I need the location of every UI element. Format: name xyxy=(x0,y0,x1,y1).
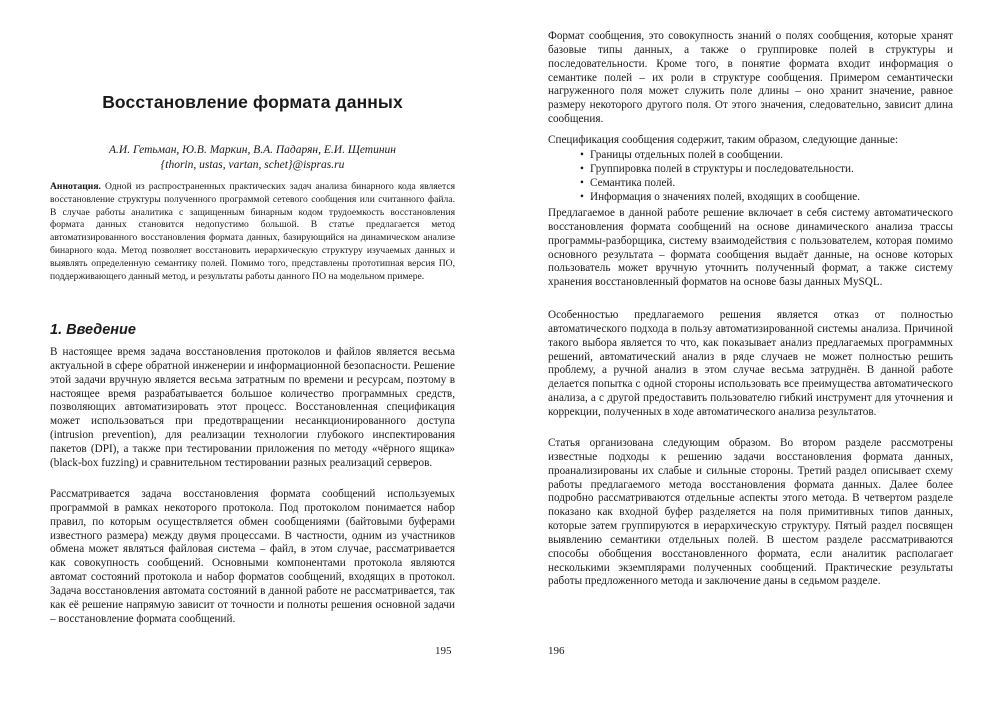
right-paragraph-1: Формат сообщения, это совокупность знаний о полях сообщения, которые хранят базовые типы данных, а также о группировке полей в структуры и последовательности. Кроме того, в понятие формата входит информация о семантике полей – их роли в структуре сообщения. Примером семантически нагруженного поля может служить поле длины – оно хранит значение, равное размеру некоторого другого поля. От этого значения, следовательно, зависит длина сообщения. xyxy=(548,30,953,126)
list-item xyxy=(580,177,950,191)
page-number-right: 196 xyxy=(548,645,565,657)
intro-paragraph-2: Рассматривается задача восстановления формата сообщений используемых программой в рамках некоторого протокола. Под протоколом понимается набор правил, по которым осуществляется обмен сообщениями (байтовыми буферами известного размера) между двумя процессами. В частности, одним из участников обмена может являться файловая система – файл, в этом случае, рассматривается как совокупность сообщений. Основными компонентами протокола являются автомат состояний протокола и набор форматов сообщений, входящих в протокол. Задача восстановления автомата состояний в данной работе не рассматривается, так как её решение напрямую зависит от точности и полноты решения основной задачи – восстановление формата сообщений. xyxy=(50,488,455,625)
bullet-text: Группировка полей в структуры и последовательности. xyxy=(590,162,854,175)
right-paragraph-4: Особенностью предлагаемого решения является отказ от полностью автоматического подхода в пользу автоматизированной системы анализа. Причиной такого выбора является то что, как показывает анализ предлагаемых программных решений, автоматический анализ в ряде случаев не может полностью решить проблему, а ручной анализ в этом случае весьма затруднён. В данной работе делается попытка с одной стороны использовать все преимущества автоматического анализа, а с другой предоставить пользователю гибкий инструмент для уточнения и коррекции, полученных в ходе автоматического анализа результатов. xyxy=(548,309,953,418)
bullet-icon: • xyxy=(580,149,584,161)
bullet-text: Границы отдельных полей в сообщении. xyxy=(590,149,784,161)
list-item xyxy=(580,191,950,205)
paper-title: Восстановление формата данных xyxy=(102,92,403,112)
abstract-label: Аннотация. xyxy=(50,181,101,192)
abstract-text: Одной из распространенных практических задач анализа бинарного кода является восстановление структуры полученного программой сетевого сообщения или считанного файла. В случае работы аналитика с защищенным бинарным кодом трудоемкость восстановления формата данных становится недопустимо большой. В статье предлагается метод автоматизированного восстановления формата данных, базирующийся на динамическом анализе бинарного кода. Метод позволяет восстановить иерархическую структуру изучаемых данных и выявлять определенную семантику полей. Помимо того, представлены прототипная версия ПО, поддерживающего данный метод, и результаты работы данного ПО на модельном примере. xyxy=(50,181,455,282)
intro-paragraph-1: В настоящее время задача восстановления протоколов и файлов является весьма актуальной в сфере обратной инженерии и информационной безопасности. Решение этой задачи вручную является весьма затратным по времени и ресурсам, поэтому в настоящее время разрабатывается большое количество программных средств, позволяющих автоматизировать этот процесс. Восстановленная спецификация может использоваться при предотвращении несанкционированного доступа (intrusion prevention), для реализации технологии глубокого инспектирования пакетов (DPI), а также при тестировании приложения по методу «чёрного ящика» (black-box fuzzing) и сравнительном тестировании разных реализаций серверов. xyxy=(50,346,455,469)
right-paragraph-2: Спецификация сообщения содержит, таким образом, следующие данные: xyxy=(548,134,899,146)
right-paragraph-5: Статья организована следующим образом. Во втором разделе рассмотрены известные подходы к решению задачи восстановления формата данных, проанализированы их слабые и сильные стороны. Третий раздел описывает схему работы предлагаемого метода восстановления формата данных. Далее более подробно рассматриваются отдельные аспекты этого метода. В четвертом разделе показано как входной буфер разделяется на поля примитивных типов данных, которые затем группируются в иерархическую структуру. Пятый раздел посвящен выявлению семантики отдельных полей. В шестом разделе рассматриваются способы обобщения восстановленного формата, если аналитик располагает несколькими экземплярами полученных сообщений. Практические результаты работы предложенного метода и заключение даны в седьмом разделе. xyxy=(548,437,953,588)
author-emails: {thorin, ustas, vartan, schet}@ispras.ru xyxy=(160,159,345,171)
authors-block xyxy=(50,143,455,173)
spec-bullet-list xyxy=(580,149,950,204)
author-names: А.И. Гетьман, Ю.В. Маркин, В.А. Падарян, Е.И. Щетинин xyxy=(108,144,397,156)
right-paragraph-3: Предлагаемое в данной работе решение включает в себя систему автоматического восстановления формата сообщений на основе динамического анализа трассы программы-разборщика, систему взаимодействия с пользователем, которая помимо основного результата – формата сообщения выдаёт данные, на основе которых пользователь может вручную уточнить полученный формат, а также систему хранения восстановленный форматов на основе базы данных MySQL. xyxy=(548,207,953,289)
bullet-icon: • xyxy=(580,176,584,189)
bullet-text: Семантика полей. xyxy=(590,176,676,189)
bullet-icon: • xyxy=(580,190,584,203)
list-item xyxy=(580,163,950,177)
bullet-icon: • xyxy=(580,162,584,175)
abstract xyxy=(50,181,455,283)
section-heading: 1. Введение xyxy=(50,322,136,338)
list-item xyxy=(580,149,950,163)
bullet-text: Информация о значениях полей, входящих в сообщение. xyxy=(590,190,860,203)
page-number-left: 195 xyxy=(435,645,452,657)
